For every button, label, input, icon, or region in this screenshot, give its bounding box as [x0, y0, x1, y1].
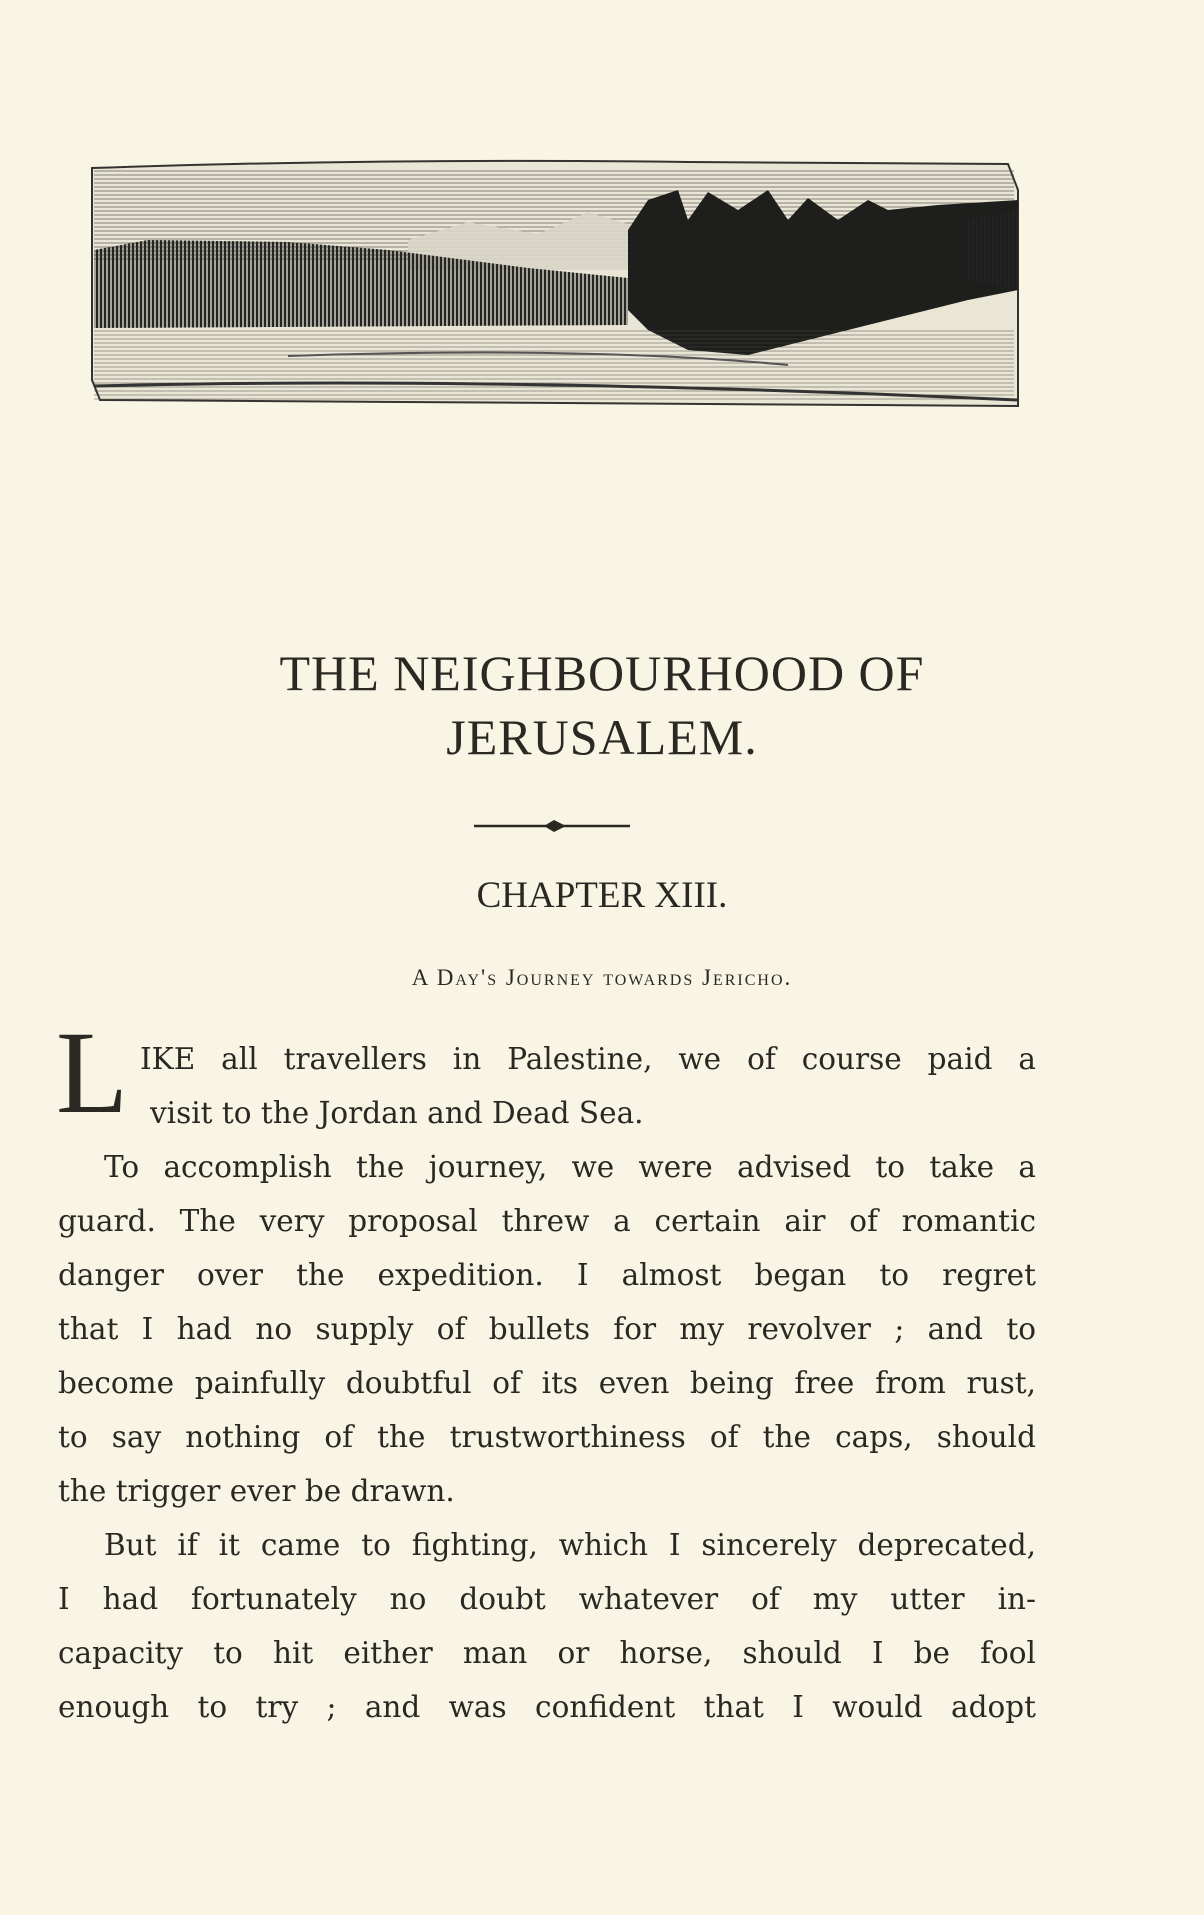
text-line: I had fortunately no doubt whatever of my utter in- [58, 1582, 1036, 1616]
text-line: become painfully doubtful of its even being free from rust, [58, 1366, 1036, 1400]
drop-cap: L [56, 1007, 129, 1138]
text-line: guard. The very proposal threw a certain air of romantic [58, 1204, 1036, 1238]
text-line: But if it came to fighting, which I sincerely deprecated, [104, 1528, 1036, 1562]
chapter-subtitle: A Day's Journey towards Jericho. [411, 965, 793, 990]
title-line-2: JERUSALEM. [446, 709, 758, 765]
text-line: to say nothing of the trustworthiness of the caps, should [58, 1420, 1036, 1454]
text-line: danger over the expedition. I almost began to regret [58, 1258, 1036, 1292]
text-line: visit to the Jordan and Dead Sea. [150, 1096, 644, 1130]
text-line: IKE all travellers in Palestine, we of course paid a [140, 1042, 1036, 1076]
title-line-1: THE NEIGHBOURHOOD OF [279, 645, 925, 701]
divider-ornament [474, 815, 630, 837]
landscape-engraving-headpiece [88, 150, 1024, 416]
chapter-heading: CHAPTER XIII. [476, 875, 728, 916]
text-line: capacity to hit either man or horse, should I be fool [58, 1636, 1036, 1670]
text-line: that I had no supply of bullets for my revolver ; and to [58, 1312, 1036, 1346]
text-line: To accomplish the journey, we were advised to take a [104, 1150, 1036, 1184]
text-line: the trigger ever be drawn. [58, 1474, 455, 1508]
text-line: enough to try ; and was confident that I would adopt [58, 1690, 1036, 1724]
